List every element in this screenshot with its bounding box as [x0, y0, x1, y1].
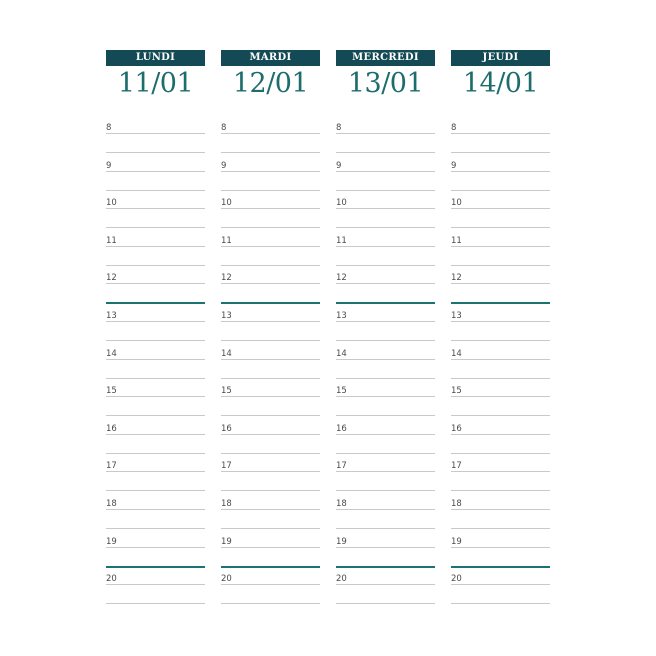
- section-divider-line: [106, 566, 205, 568]
- half-hour-rule: [106, 340, 205, 341]
- hour-slot[interactable]: [336, 424, 435, 462]
- hour-label: 8: [106, 123, 112, 133]
- hour-label: 14: [451, 348, 462, 359]
- hour-slot[interactable]: [336, 161, 435, 199]
- hour-slot[interactable]: [106, 574, 205, 612]
- hour-rule: [221, 321, 320, 322]
- hour-slot[interactable]: [221, 537, 320, 575]
- hour-label: 14: [221, 348, 232, 359]
- hour-slot[interactable]: [451, 273, 550, 311]
- hour-rule: [336, 208, 435, 209]
- hour-label: 11: [106, 235, 117, 246]
- section-divider-line: [336, 302, 435, 304]
- hour-label: 15: [106, 386, 117, 397]
- hour-label: 19: [336, 536, 347, 547]
- hour-label: 13: [106, 311, 117, 321]
- hour-slot[interactable]: [336, 273, 435, 311]
- hour-label: 15: [336, 386, 347, 397]
- hour-rule: [336, 283, 435, 284]
- half-hour-rule: [106, 378, 205, 379]
- half-hour-rule: [451, 490, 550, 491]
- hour-rule: [106, 321, 205, 322]
- half-hour-rule: [451, 528, 550, 529]
- hour-slot[interactable]: [451, 198, 550, 236]
- half-hour-rule: [336, 415, 435, 416]
- hour-label: 20: [336, 574, 347, 585]
- half-hour-rule: [336, 528, 435, 529]
- half-hour-rule: [106, 415, 205, 416]
- section-divider-line: [106, 302, 205, 304]
- day-date: 11/01: [117, 68, 194, 99]
- hour-label: 19: [451, 536, 462, 547]
- hour-rule: [336, 359, 435, 360]
- hour-slot[interactable]: [336, 236, 435, 274]
- hour-slot[interactable]: [451, 574, 550, 612]
- hour-slot[interactable]: [106, 123, 205, 161]
- hour-label: 20: [221, 574, 232, 585]
- hour-label: 11: [336, 235, 347, 246]
- half-hour-rule: [221, 227, 320, 228]
- hour-slot[interactable]: [106, 537, 205, 575]
- day-name: LUNDI: [106, 50, 205, 66]
- hour-rule: [451, 133, 550, 134]
- hour-rule: [221, 396, 320, 397]
- hour-slot[interactable]: [336, 311, 435, 349]
- day-name: MARDI: [221, 50, 320, 66]
- half-hour-rule: [106, 152, 205, 153]
- hour-label: 9: [221, 160, 227, 171]
- hour-slot[interactable]: [336, 349, 435, 387]
- half-hour-rule: [221, 265, 320, 266]
- half-hour-rule: [336, 227, 435, 228]
- half-hour-rule: [451, 152, 550, 153]
- half-hour-rule: [336, 490, 435, 491]
- half-hour-rule: [451, 415, 550, 416]
- hour-label: 10: [106, 198, 117, 209]
- hour-slot[interactable]: [221, 424, 320, 462]
- hour-slot[interactable]: [451, 349, 550, 387]
- half-hour-rule: [106, 227, 205, 228]
- hour-slot[interactable]: [451, 499, 550, 537]
- half-hour-rule: [106, 265, 205, 266]
- hour-label: 16: [221, 423, 232, 434]
- hour-label: 9: [336, 160, 342, 171]
- hour-label: 16: [336, 423, 347, 434]
- hour-rule: [221, 434, 320, 435]
- hour-rule: [106, 133, 205, 134]
- hour-slot[interactable]: [106, 161, 205, 199]
- hour-rule: [336, 471, 435, 472]
- half-hour-rule: [221, 152, 320, 153]
- hour-label: 16: [106, 423, 117, 434]
- hour-rule: [221, 509, 320, 510]
- half-hour-rule: [336, 378, 435, 379]
- hour-label: 13: [451, 311, 462, 321]
- half-hour-rule: [221, 490, 320, 491]
- hour-label: 9: [451, 160, 457, 171]
- hour-label: 16: [451, 423, 462, 434]
- half-hour-rule: [451, 265, 550, 266]
- hour-slot[interactable]: [221, 123, 320, 161]
- hour-rule: [451, 434, 550, 435]
- half-hour-rule: [221, 453, 320, 454]
- hour-label: 13: [336, 311, 347, 321]
- hour-slot[interactable]: [451, 161, 550, 199]
- hour-label: 18: [451, 499, 462, 509]
- half-hour-rule: [221, 190, 320, 191]
- hour-rule: [106, 471, 205, 472]
- hour-label: 17: [221, 461, 232, 472]
- half-hour-rule: [451, 378, 550, 379]
- hour-slot[interactable]: [336, 198, 435, 236]
- hour-label: 18: [106, 499, 117, 509]
- hour-rule: [221, 246, 320, 247]
- half-hour-rule: [106, 528, 205, 529]
- hour-rule: [106, 584, 205, 585]
- hour-label: 17: [451, 461, 462, 472]
- day-date: 12/01: [232, 68, 309, 99]
- hour-rule: [221, 283, 320, 284]
- half-hour-rule: [336, 190, 435, 191]
- hour-label: 12: [106, 273, 117, 284]
- hour-slot[interactable]: [221, 499, 320, 537]
- hour-label: 12: [221, 273, 232, 284]
- hour-slot[interactable]: [336, 123, 435, 161]
- hour-label: 8: [336, 123, 342, 133]
- hour-slot[interactable]: [451, 461, 550, 499]
- hour-slot[interactable]: [336, 499, 435, 537]
- hour-slot[interactable]: [221, 311, 320, 349]
- hour-rule: [106, 396, 205, 397]
- half-hour-rule: [106, 603, 205, 604]
- hour-rule: [221, 584, 320, 585]
- hour-label: 14: [336, 348, 347, 359]
- hour-rule: [106, 208, 205, 209]
- hour-slot[interactable]: [221, 198, 320, 236]
- half-hour-rule: [106, 490, 205, 491]
- hour-label: 9: [106, 160, 112, 171]
- hour-label: 13: [221, 311, 232, 321]
- hour-rule: [221, 471, 320, 472]
- hour-label: 10: [451, 198, 462, 209]
- hour-rule: [336, 434, 435, 435]
- hour-slot[interactable]: [221, 236, 320, 274]
- hour-label: 10: [336, 198, 347, 209]
- hour-label: 18: [221, 499, 232, 509]
- hour-slot[interactable]: [336, 574, 435, 612]
- hour-slot[interactable]: [451, 424, 550, 462]
- hour-label: 19: [221, 536, 232, 547]
- hour-rule: [221, 359, 320, 360]
- hour-slot[interactable]: [221, 349, 320, 387]
- hour-slot[interactable]: [106, 349, 205, 387]
- hour-slot[interactable]: [106, 311, 205, 349]
- hour-slot[interactable]: [106, 461, 205, 499]
- hour-slot[interactable]: [336, 537, 435, 575]
- half-hour-rule: [336, 152, 435, 153]
- half-hour-rule: [336, 265, 435, 266]
- hour-slot[interactable]: [106, 386, 205, 424]
- hour-label: 18: [336, 499, 347, 509]
- hour-rule: [106, 509, 205, 510]
- day-date: 14/01: [462, 68, 539, 99]
- hour-rule: [451, 246, 550, 247]
- hour-rule: [451, 471, 550, 472]
- hour-slot[interactable]: [106, 499, 205, 537]
- half-hour-rule: [106, 453, 205, 454]
- hour-rule: [221, 133, 320, 134]
- hour-rule: [336, 133, 435, 134]
- half-hour-rule: [336, 340, 435, 341]
- half-hour-rule: [336, 453, 435, 454]
- section-divider-line: [336, 566, 435, 568]
- hour-label: 17: [106, 461, 117, 472]
- section-divider-line: [221, 566, 320, 568]
- hour-rule: [336, 509, 435, 510]
- hour-rule: [451, 321, 550, 322]
- hour-label: 8: [451, 123, 457, 133]
- hour-rule: [221, 171, 320, 172]
- half-hour-rule: [451, 453, 550, 454]
- day-date: 13/01: [347, 68, 424, 99]
- hour-slot[interactable]: [221, 161, 320, 199]
- hour-rule: [221, 208, 320, 209]
- hour-label: 8: [221, 123, 227, 133]
- half-hour-rule: [106, 190, 205, 191]
- hour-rule: [451, 208, 550, 209]
- hour-rule: [106, 283, 205, 284]
- hour-rule: [221, 547, 320, 548]
- half-hour-rule: [336, 603, 435, 604]
- hour-label: 15: [221, 386, 232, 397]
- hour-rule: [451, 396, 550, 397]
- hour-rule: [451, 547, 550, 548]
- hour-rule: [336, 396, 435, 397]
- hour-label: 12: [451, 273, 462, 284]
- section-divider-line: [451, 302, 550, 304]
- half-hour-rule: [221, 603, 320, 604]
- half-hour-rule: [221, 340, 320, 341]
- hour-slot[interactable]: [221, 574, 320, 612]
- hour-label: 20: [451, 574, 462, 585]
- hour-label: 20: [106, 574, 117, 585]
- hour-label: 14: [106, 348, 117, 359]
- hour-slot[interactable]: [451, 311, 550, 349]
- hour-rule: [336, 246, 435, 247]
- hour-slot[interactable]: [106, 236, 205, 274]
- hour-rule: [106, 359, 205, 360]
- hour-slot[interactable]: [451, 123, 550, 161]
- hour-label: 12: [336, 273, 347, 284]
- hour-rule: [106, 246, 205, 247]
- hour-slot[interactable]: [451, 386, 550, 424]
- half-hour-rule: [221, 528, 320, 529]
- hour-label: 15: [451, 386, 462, 397]
- hour-slot[interactable]: [221, 386, 320, 424]
- hour-rule: [451, 584, 550, 585]
- day-name: MERCREDI: [336, 50, 435, 66]
- hour-slot[interactable]: [336, 386, 435, 424]
- half-hour-rule: [221, 378, 320, 379]
- hour-rule: [451, 359, 550, 360]
- hour-rule: [451, 509, 550, 510]
- hour-slot[interactable]: [451, 236, 550, 274]
- hour-rule: [106, 547, 205, 548]
- hour-rule: [451, 283, 550, 284]
- hour-label: 19: [106, 536, 117, 547]
- hour-slot[interactable]: [106, 424, 205, 462]
- hour-rule: [336, 171, 435, 172]
- hour-slot[interactable]: [221, 461, 320, 499]
- half-hour-rule: [451, 603, 550, 604]
- day-name: JEUDI: [451, 50, 550, 66]
- hour-label: 11: [451, 235, 462, 246]
- section-divider-line: [451, 566, 550, 568]
- hour-rule: [106, 434, 205, 435]
- hour-slot[interactable]: [221, 273, 320, 311]
- hour-rule: [106, 171, 205, 172]
- hour-slot[interactable]: [336, 461, 435, 499]
- hour-rule: [451, 171, 550, 172]
- hour-label: 17: [336, 461, 347, 472]
- half-hour-rule: [451, 340, 550, 341]
- hour-label: 11: [221, 235, 232, 246]
- hour-slot[interactable]: [106, 198, 205, 236]
- section-divider-line: [221, 302, 320, 304]
- hour-rule: [336, 321, 435, 322]
- hour-label: 10: [221, 198, 232, 209]
- hour-slot[interactable]: [106, 273, 205, 311]
- half-hour-rule: [451, 227, 550, 228]
- hour-slot[interactable]: [451, 537, 550, 575]
- hour-rule: [336, 547, 435, 548]
- half-hour-rule: [221, 415, 320, 416]
- hour-rule: [336, 584, 435, 585]
- half-hour-rule: [451, 190, 550, 191]
